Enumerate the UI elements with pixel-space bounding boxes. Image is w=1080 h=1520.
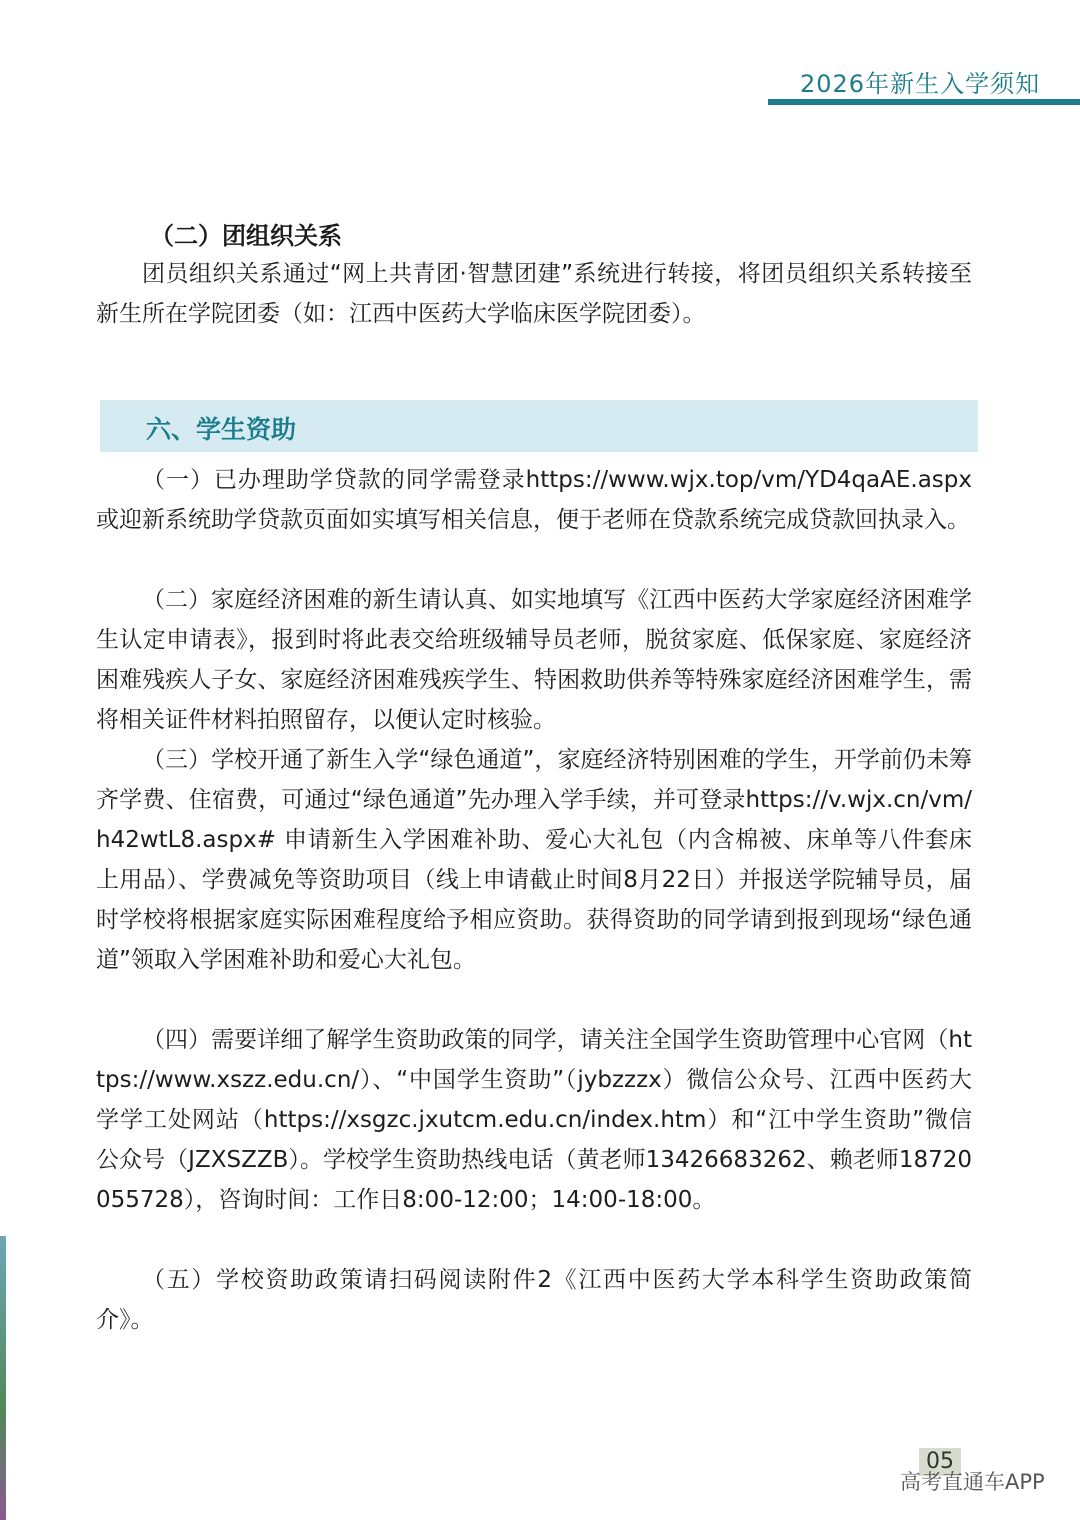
aid-item-2: （二）家庭经济困难的新生请认真、如实地填写《江西中医药大学家庭经济困难学生认定申请表》，报到时将此表交给班级辅导员老师，脱贫家庭、低保家庭、家庭经济困难残疾人子女、家庭经济困难残疾学生、特困救助供养等特殊家庭经济困难学生，需将相关证件材料拍照留存，以便认定时核验。 — [96, 587, 972, 733]
running-header-title: 2026年新生入学须知 — [800, 70, 1041, 98]
section-heading-bar — [100, 400, 978, 452]
subsection-paragraph: 团员组织关系通过“网上共青团·智慧团建”系统进行转接，将团员组织关系转接至新生所在学院团委（如：江西中医药大学临床医学院团委）。 — [96, 261, 972, 327]
aid-item-1: （一）已办理助学贷款的同学需登录https://www.wjx.top/vm/YD4qaAE.aspx或迎新系统助学贷款页面如实填写相关信息，便于老师在贷款系统完成贷款回执录入。 — [96, 467, 972, 533]
subsection-heading: （二）团组织关系 — [150, 222, 342, 250]
aid-item-5: （五）学校资助政策请扫码阅读附件2《江西中医药大学本科学生资助政策简介》。 — [96, 1267, 972, 1333]
header-rule — [768, 99, 1080, 105]
page-number: 05 — [926, 1449, 954, 1474]
section-heading: 六、学生资助 — [146, 415, 297, 444]
edge-photo-strip — [0, 1236, 6, 1520]
aid-item-3: （三）学校开通了新生入学“绿色通道”，家庭经济特别困难的学生，开学前仍未筹齐学费、住宿费，可通过“绿色通道”先办理入学手续，并可登录https://v.wjx.cn/vm/h42wtL8.aspx# 申请新生入学困难补助、爱心大礼包（内含棉被、床单等八件套床上用品）、学费减免等资助项目（线上申请截止时间8月22日）并报送学院辅导员，届时学校将根据家庭实际困难程度给予相应资助。获得资助的同学请到报到现场“绿色通道”领取入学困难补助和爱心大礼包。 — [96, 747, 972, 973]
aid-item-4: （四）需要详细了解学生资助政策的同学，请关注全国学生资助管理中心官网（https://www.xszz.edu.cn/）、“中国学生资助”（jybzzzx）微信公众号、江西中医药大学学工处网站（https://xsgzc.jxutcm.edu.cn/index.htm）和“江中学生资助”微信公众号（JZXSZZB）。学校学生资助热线电话（黄老师13426683262、赖老师18720055728），咨询时间：工作日8:00-12:00；14:00-18:00。 — [96, 1027, 972, 1213]
watermark-text: 高考直通车APP — [900, 1470, 1045, 1494]
